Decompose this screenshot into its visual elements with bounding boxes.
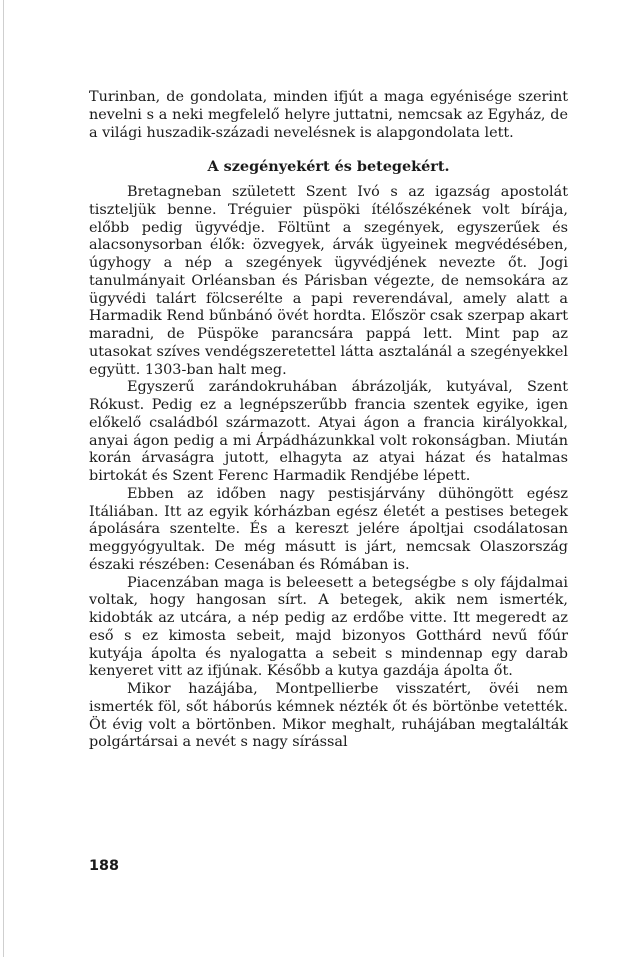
section-heading: A szegényekért és betegekért. bbox=[207, 158, 450, 176]
paragraph: Ebben az időben nagy pestisjárvány dühöngött egész Itáliában. Itt az egyik kórházban egész életét a pestises betegek ápolására szentelte. És a kereszt jelére ápoltjai csodálatosan meggyógyultak. De még másutt is járt, nemcsak Olaszország északi részében: Cesenában és Rómában is. bbox=[89, 485, 568, 573]
paragraph: Piacenzában maga is beleesett a betegségbe s oly fájdalmai voltak, hogy hangosan sírt. A betegek, akik nem ismerték, kidobták az utcára, a nép pedig az erdőbe vitte. Itt megeredt az eső s ez kimosta sebeit, majd bizonyos Gotthárd nevű főúr kutyája ápolta és nyalogatta a sebeit s mindennap egy darab kenyeret vitt az ifjúnak. Később a kutya gazdája ápolta őt. bbox=[89, 574, 568, 680]
paragraph: Bretagneban született Szent Ivó s az igazság apostolát tiszteljük benne. Tréguier püspöki ítélőszékének volt bírája, előbb pedig ügyvédje. Föltünt a szegények, egyszerűek és alacsonysorban élők: özvegyek, árvák ügyeinek megvédésében, úgyhogy a nép a szegények ügyvédjének nevezte őt. Jogi tanulmányait Orléansban és Párisban végezte, de nemsokára az ügyvédi talárt fölcserélte a papi reverendával, amely alatt a Harmadik Rend bűnbánó övét hordta. Először csak szerpap akart maradni, de Püspöke parancsára pappá lett. Mint pap az utasokat szíves vendégszeretettel látta asztalánál a szegényekkel együtt. 1303-ban halt meg. bbox=[89, 184, 568, 378]
paragraph-continuation: Turinban, de gondolata, minden ifjút a maga egyénisége szerint nevelni s a neki megfelelő helyre juttatni, nemcsak az Egyház, de a világi huszadik-századi nevelésnek is alapgondolata lett. bbox=[89, 89, 568, 141]
paragraph: Egyszerű zarándokruhában ábrázolják, kutyával, Szent Rókust. Pedig ez a legnépszerűbb francia szentek egyike, igen előkelő családból származott. Atyai ágon a francia királyokkal, anyai ágon pedig a mi Árpádházunkkal volt rokonságban. Miután korán árvaságra jutott, elhagyta az atyai házat és hatalmas birtokát és Szent Ferenc Harmadik Rendjébe lépett. bbox=[89, 379, 568, 484]
text-block bbox=[89, 89, 568, 752]
page-number: 188 bbox=[89, 858, 120, 874]
paragraph: Mikor hazájába, Montpellierbe visszatért, övéi nem ismerték föl, sőt háborús kémnek nézték őt és börtönbe vetették. Öt évig volt a börtönben. Mikor meghalt, ruhájában megtalálták polgártársai a nevét s nagy sírással bbox=[89, 681, 568, 751]
page-edge bbox=[3, 0, 4, 957]
